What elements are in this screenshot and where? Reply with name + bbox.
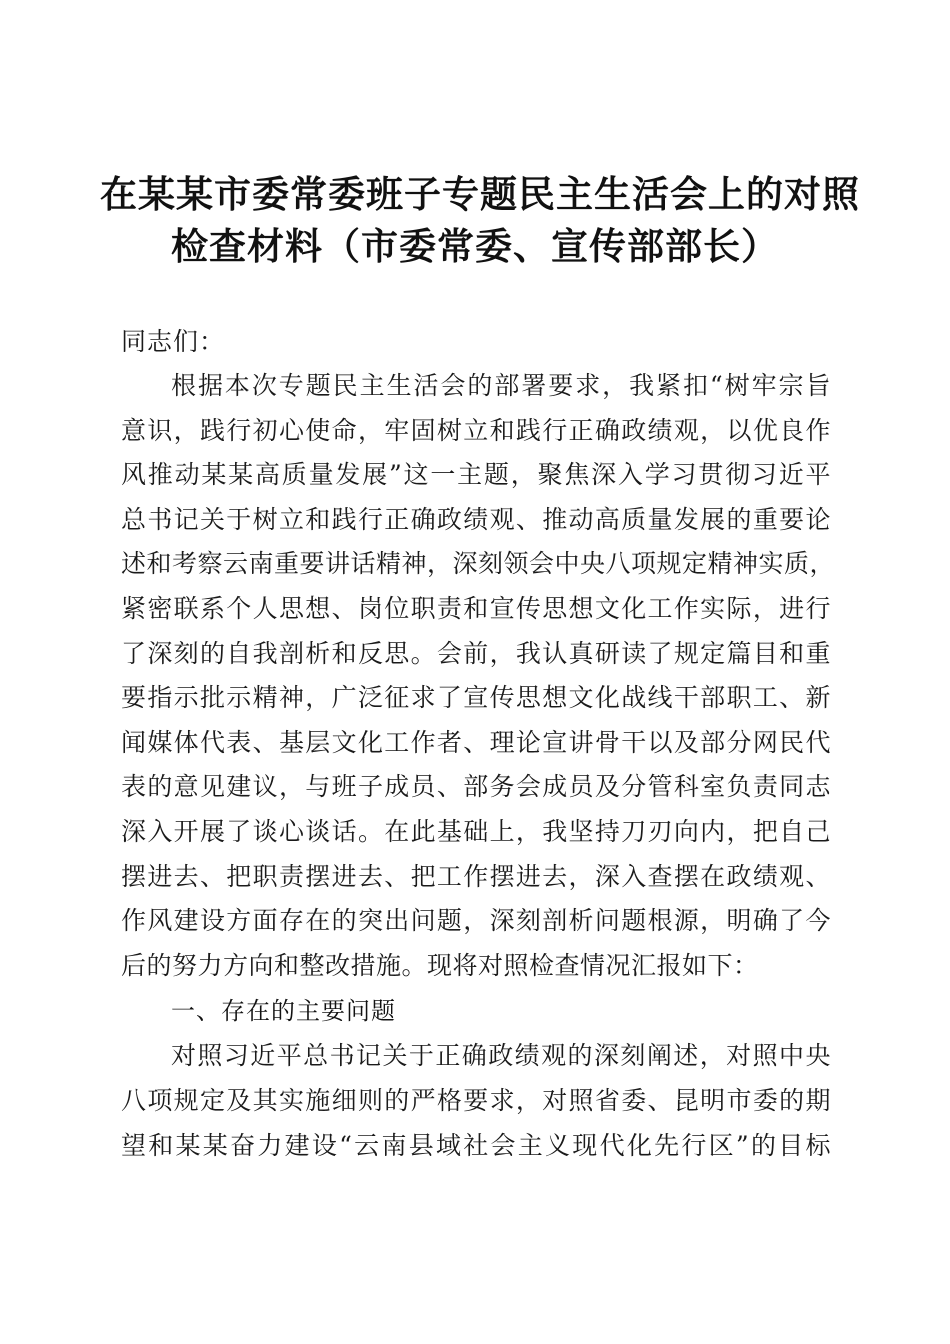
paragraph-line: 对照习近平总书记关于正确政绩观的深刻阐述，对照中央 (171, 1041, 831, 1071)
title-line: 在某某市委常委班子专题民主生活会上的对照 (100, 172, 860, 216)
paragraph-problems (121, 1034, 831, 1168)
salutation: 同志们： (121, 327, 226, 356)
document-title (100, 168, 860, 272)
paragraph-line: 闻媒体代表、基层文化工作者、理论宣讲骨干以及部分网民代 (121, 727, 831, 757)
paragraph-line: 紧密联系个人思想、岗位职责和宣传思想文化工作实际，进行 (121, 593, 831, 623)
paragraph-line: 根据本次专题民主生活会的部署要求，我紧扣“树牢宗旨 (171, 371, 831, 400)
paragraph-line: 表的意见建议，与班子成员、部务会成员及分管科室负责同志 (121, 772, 831, 802)
paragraph-line: 了深刻的自我剖析和反思。会前，我认真研读了规定篇目和重 (121, 638, 831, 668)
document-body (121, 320, 836, 1168)
paragraph-line: 意识，践行初心使命，牢固树立和践行正确政绩观，以优良作 (121, 415, 831, 445)
paragraph-line: 述和考察云南重要讲话精神，深刻领会中央八项规定精神实质， (121, 549, 836, 579)
paragraph-line: 深入开展了谈心谈话。在此基础上，我坚持刀刃向内，把自己 (121, 816, 831, 846)
paragraph-line: 要指示批示精神，广泛征求了宣传思想文化战线干部职工、新 (121, 683, 831, 713)
paragraph-line: 摆进去、把职责摆进去、把工作摆进去，深入查摆在政绩观、 (121, 861, 831, 891)
paragraph-line: 望和某某奋力建设“云南县域社会主义现代化先行区”的目标 (121, 1130, 831, 1160)
title-line: 检查材料（市委常委、宣传部部长） (171, 224, 779, 268)
paragraph-line: 总书记关于树立和践行正确政绩观、推动高质量发展的重要论 (121, 504, 831, 534)
section-heading: 一、存在的主要问题 (171, 997, 396, 1026)
paragraph-line: 后的努力方向和整改措施。现将对照检查情况汇报如下： (121, 950, 759, 980)
paragraph-line: 作风建设方面存在的突出问题，深刻剖析问题根源，明确了今 (121, 906, 831, 936)
paragraph-intro (121, 364, 836, 988)
paragraph-line: 八项规定及其实施细则的严格要求，对照省委、昆明市委的期 (121, 1085, 831, 1115)
paragraph-line: 风推动某某高质量发展”这一主题，聚焦深入学习贯彻习近平 (121, 460, 831, 490)
